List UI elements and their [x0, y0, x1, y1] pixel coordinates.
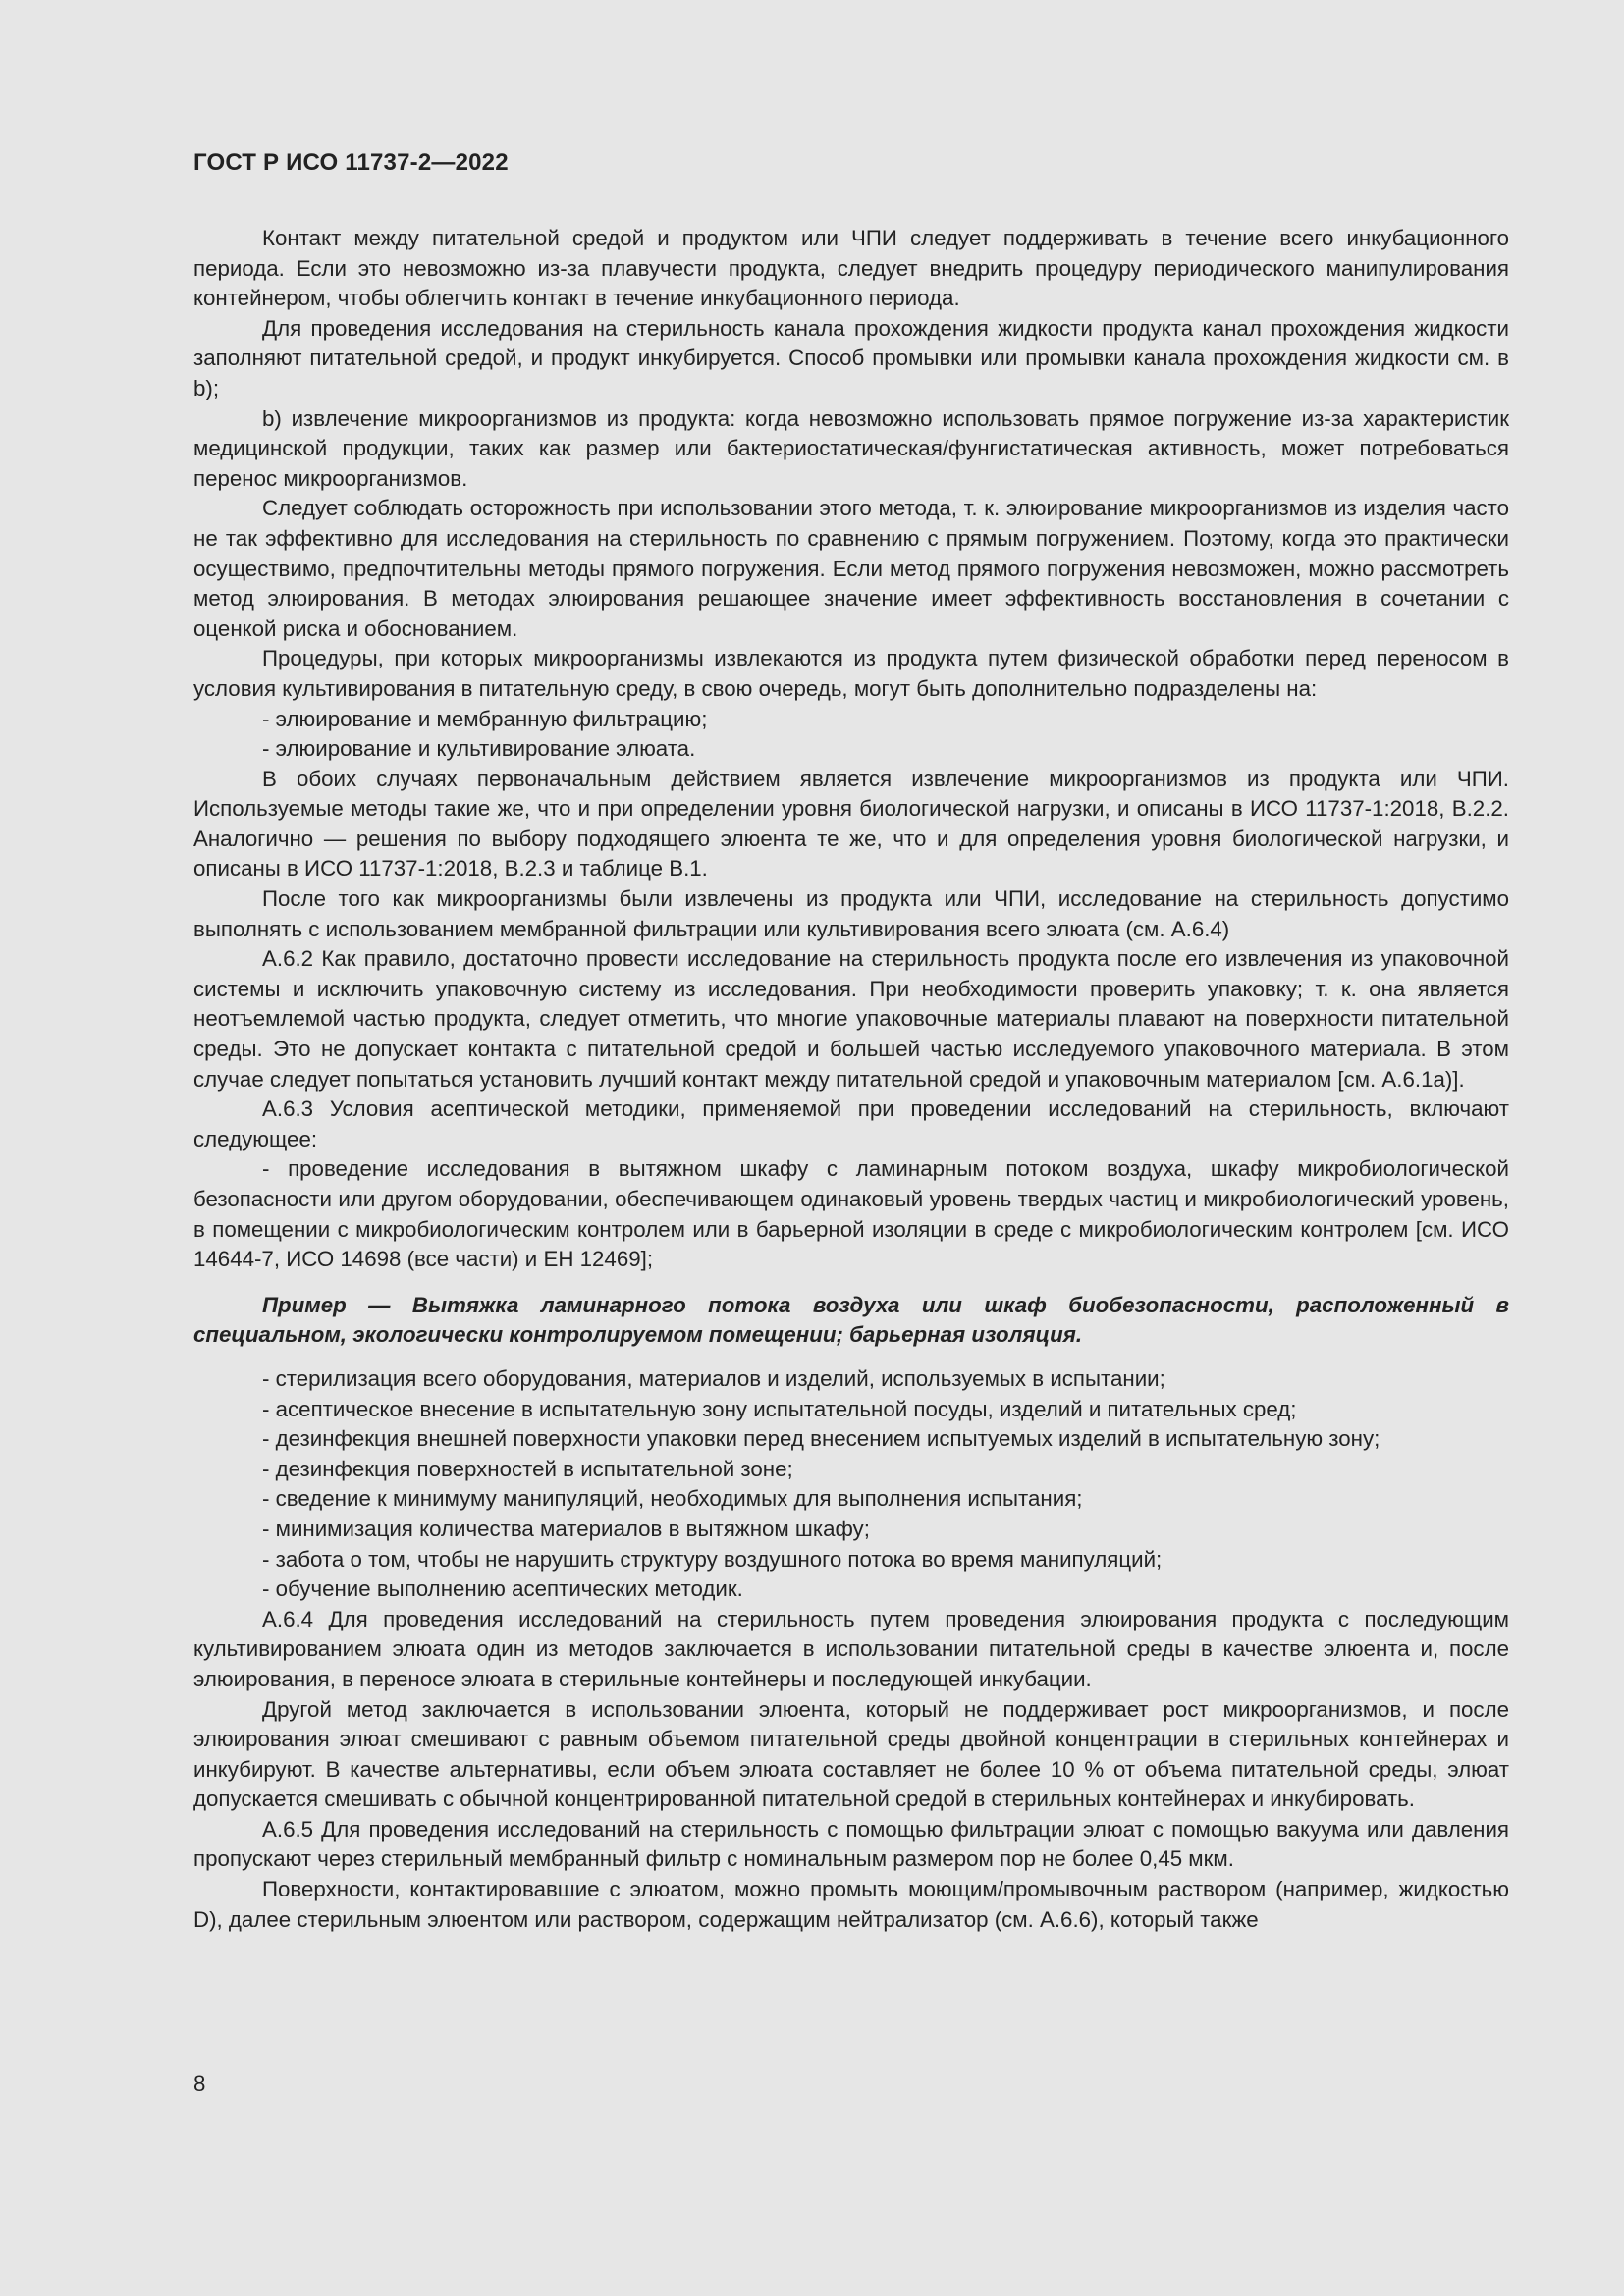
list-item: - дезинфекция поверхностей в испытательной зоне;	[262, 1456, 793, 1481]
list-item: - сведение к минимуму манипуляций, необходимых для выполнения испытания;	[262, 1486, 1083, 1512]
paragraph: Для проведения исследования на стерильность канала прохождения жидкости продукта канал прохождения жидкости заполняют питательной средой, и продукт инкубируется. Способ промывки или промывки канала прохождения жидкости см. в b);	[193, 315, 1509, 400]
paragraph: A.6.4 Для проведения исследований на стерильность путем проведения элюирования продукта с последующим культивированием элюата один из методов заключается в использовании питательной среды в качестве элюента и, после элюирования, в переносе элюата в стерильные контейнеры и последующей инкубации.	[193, 1606, 1509, 1691]
paragraph: Контакт между питательной средой и продуктом или ЧПИ следует поддерживать в течение всего инкубационного периода. Если это невозможно из-за плавучести продукта, следует внедрить процедуру периодического манипулирования контейнером, чтобы облегчить контакт в течение инкубационного периода.	[193, 226, 1509, 311]
list-item: - дезинфекция внешней поверхности упаковки перед внесением испытуемых изделий в испытательную зону;	[262, 1426, 1380, 1452]
list-item: - элюирование и мембранную фильтрацию;	[262, 706, 708, 731]
paragraph: Другой метод заключается в использовании элюента, который не поддерживает рост микроорганизмов, и после элюирования элюат смешивают с равным объемом питательной среды двойной концентрации в стерильных контейнерах и инкубируют. В качестве альтернативы, если объем элюата составляет не более 10 % от объема питательной среды, элюат допускается смешивать с обычной концентрированной питательной средой в стерильных контейнерах и инкубировать.	[193, 1696, 1509, 1812]
page-number: 8	[193, 2071, 206, 2096]
document-body	[193, 224, 1509, 1935]
paragraph: Процедуры, при которых микроорганизмы извлекаются из продукта путем физической обработки перед переносом в условия культивирования в питательную среду, в свою очередь, могут быть дополнительно подразделены на:	[193, 646, 1509, 701]
paragraph: A.6.3 Условия асептической методики, применяемой при проведении исследований на стерильность, включают следующее:	[193, 1096, 1509, 1151]
paragraph: A.6.2 Как правило, достаточно провести исследование на стерильность продукта после его извлечения из упаковочной системы и исключить упаковочную систему из исследования. При необходимости проверить упаковку; т. к. она является неотъемлемой частью продукта, следует отметить, что многие упаковочные материалы плавают на поверхности питательной среды. Это не допускает контакта с питательной средой и большей частью исследуемого упаковочного материала. В этом случае следует попытаться установить лучший контакт между питательной средой и упаковочным материалом [см. A.6.1a)].	[193, 946, 1509, 1092]
list-item: - элюирование и культивирование элюата.	[262, 736, 696, 762]
document-header: ГОСТ Р ИСО 11737-2—2022	[193, 149, 509, 176]
paragraph: b) извлечение микроорганизмов из продукта: когда невозможно использовать прямое погружение из-за характеристик медицинской продукции, таких как размер или бактериостатическая/фунгистатическая активность, может потребоваться перенос микроорганизмов.	[193, 405, 1509, 491]
paragraph: Следует соблюдать осторожность при использовании этого метода, т. к. элюирование микроорганизмов из изделия часто не так эффективно для исследования на стерильность по сравнению с прямым погружением. Поэтому, когда это практически осуществимо, предпочтительны методы прямого погружения. Если метод прямого погружения невозможен, можно рассмотреть метод элюирования. В методах элюирования решающее значение имеет эффективность восстановления в сочетании с оценкой риска и обоснованием.	[193, 496, 1509, 641]
paragraph: В обоих случаях первоначальным действием является извлечение микроорганизмов из продукта или ЧПИ. Используемые методы такие же, что и при определении уровня биологической нагрузки, и описаны в ИСО 11737-1:2018, B.2.2. Аналогично — решения по выбору подходящего элюента те же, что и для определения уровня биологической нагрузки, и описаны в ИСО 11737-1:2018, B.2.3 и таблице B.1.	[193, 766, 1509, 881]
list-item: - асептическое внесение в испытательную зону испытательной посуды, изделий и питательных сред;	[262, 1396, 1297, 1421]
list-item: - забота о том, чтобы не нарушить структуру воздушного потока во время манипуляций;	[262, 1546, 1163, 1572]
example-note: Пример — Вытяжка ламинарного потока воздуха или шкаф биобезопасности, расположенный в специальном, экологически контролируемом помещении; барьерная изоляция.	[193, 1292, 1509, 1348]
paragraph: - проведение исследования в вытяжном шкафу с ламинарным потоком воздуха, шкафу микробиологической безопасности или другом оборудовании, обеспечивающем одинаковый уровень твердых частиц и микробиологический уровень, в помещении с микробиологическим контролем или в барьерной изоляции в среде с микробиологическим контролем [см. ИСО 14644-7, ИСО 14698 (все части) и ЕН 12469];	[193, 1156, 1509, 1272]
list-item: - минимизация количества материалов в вытяжном шкафу;	[262, 1516, 870, 1541]
paragraph: A.6.5 Для проведения исследований на стерильность с помощью фильтрации элюат с помощью вакуума или давления пропускают через стерильный мембранный фильтр с номинальным размером пор не более 0,45 мкм.	[193, 1816, 1509, 1872]
list-item: - стерилизация всего оборудования, материалов и изделий, используемых в испытании;	[262, 1365, 1165, 1391]
list-item: - обучение выполнению асептических методик.	[262, 1576, 743, 1602]
paragraph: Поверхности, контактировавшие с элюатом, можно промыть моющим/промывочным раствором (например, жидкостью D), далее стерильным элюентом или раствором, содержащим нейтрализатор (см. A.6.6), который также	[193, 1877, 1509, 1932]
paragraph: После того как микроорганизмы были извлечены из продукта или ЧПИ, исследование на стерильность допустимо выполнять с использованием мембранной фильтрации или культивирования всего элюата (см. A.6.4)	[193, 886, 1509, 941]
